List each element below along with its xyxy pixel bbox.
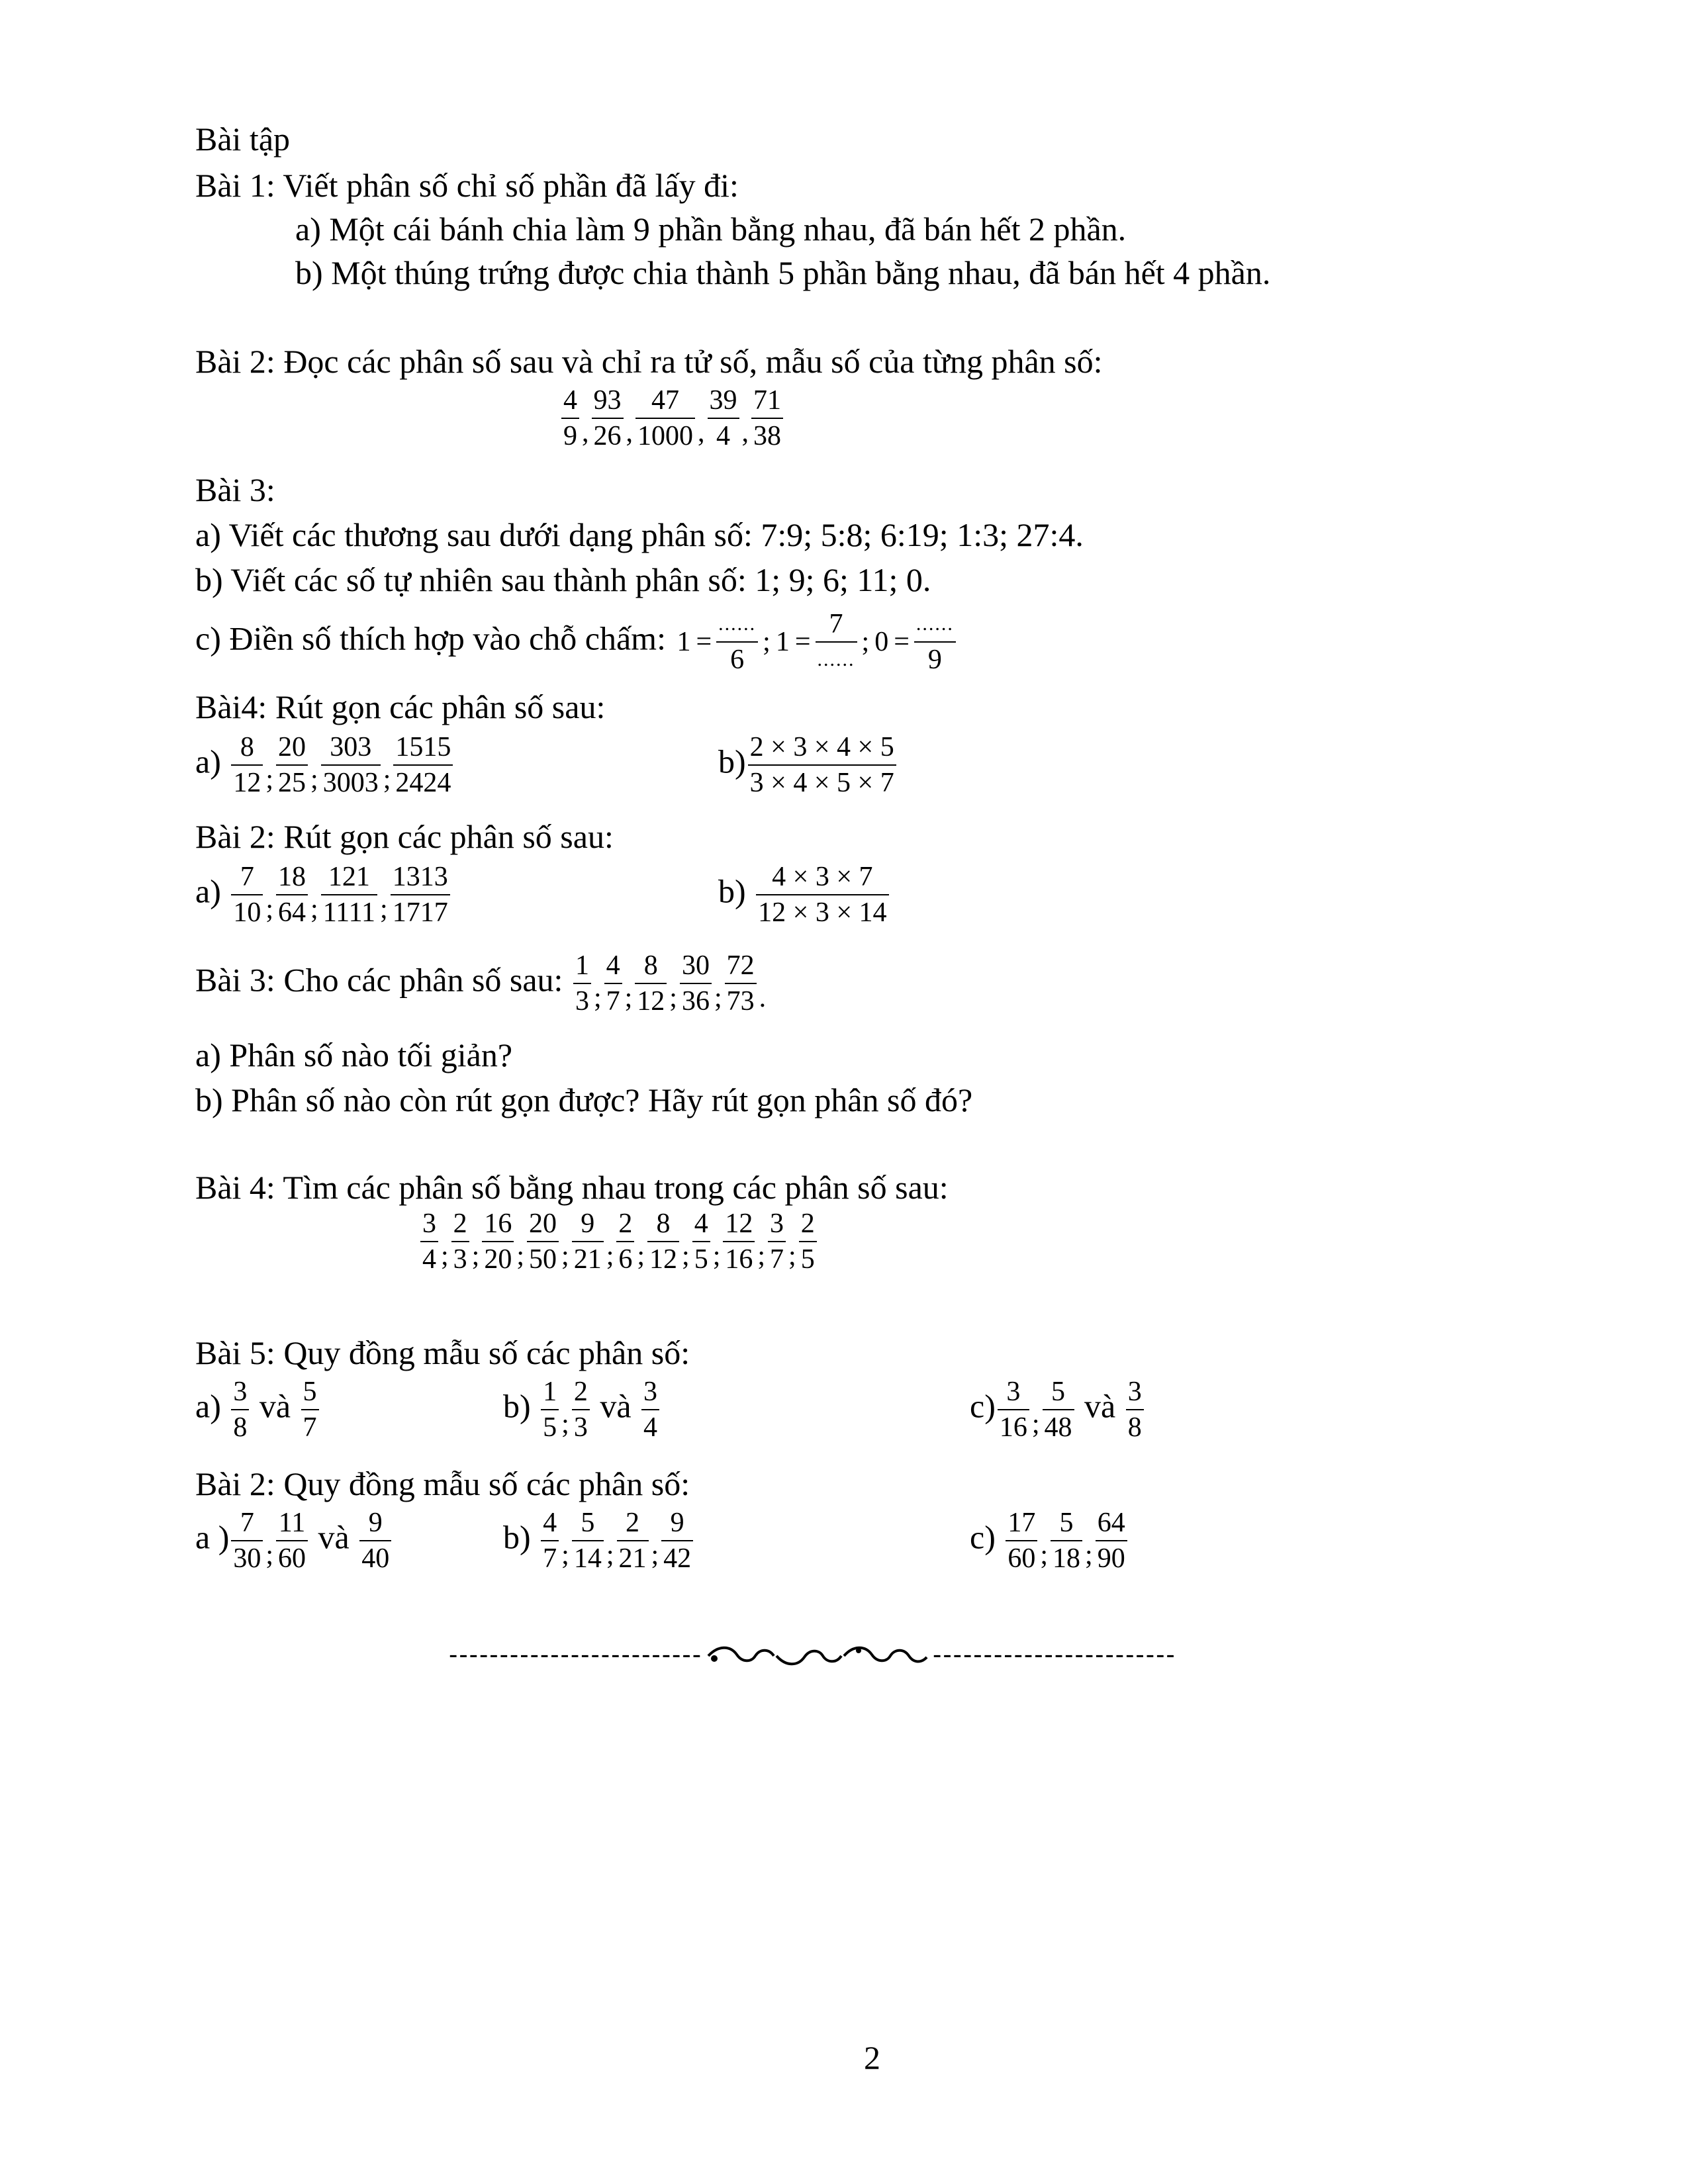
fraction: $\frac{1313}{1717}$ xyxy=(391,862,450,928)
bai5-heading: Bài 5: Quy đồng mẫu số các phân số: xyxy=(195,1334,690,1371)
fraction: $\frac{9}{42}$ xyxy=(661,1508,693,1574)
fraction: 7 ...... xyxy=(816,609,857,675)
fraction: $\frac{9}{40}$ xyxy=(359,1508,391,1574)
fraction: $\frac{3}{7}$ xyxy=(768,1208,786,1275)
bai2-heading: Bài 2: Đọc các phân số sau và chỉ ra tử số, mẫu số của từng phân số: xyxy=(195,343,1103,380)
fraction: $\frac{4 \times 3 \times 7}{12 \times 3 \times 14}$ xyxy=(756,862,888,928)
fraction: $\frac{7}{10}$ xyxy=(231,862,263,928)
bai5-c: c) $\frac{3}{16}$ ; $\frac{5}{48}$ và $\frac{3}{8}$ xyxy=(970,1377,1146,1443)
fraction: ...... 9 xyxy=(914,609,956,675)
fraction: $\frac{5}{7}$ xyxy=(301,1377,319,1443)
fraction: $\frac{17}{60}$ xyxy=(1006,1508,1037,1574)
fraction: $\frac{2}{5}$ xyxy=(799,1208,817,1275)
fraction: $\frac{7}{30}$ xyxy=(231,1508,263,1574)
bai1-heading: Bài 1: Viết phân số chỉ số phần đã lấy đi: xyxy=(195,167,739,204)
fraction: $\frac{2}{21}$ xyxy=(617,1508,649,1574)
bai1-a: a) Một cái bánh chia làm 9 phần bằng nhau, đã bán hết 2 phần. xyxy=(295,210,1127,248)
page-number: 2 xyxy=(864,2039,880,2076)
fraction: $\frac{1515}{2424}$ xyxy=(393,732,453,798)
fraction: $\frac{3}{4}$ xyxy=(420,1208,438,1275)
fraction: $\frac{12}{16}$ xyxy=(723,1208,755,1275)
bai3-heading: Bài 3: xyxy=(195,471,275,508)
fraction: $\frac{1}{3}$ xyxy=(573,950,591,1017)
fraction: $\frac{121}{1111}$ xyxy=(321,862,377,928)
fraction: ...... 6 xyxy=(716,609,758,675)
bai2c-a: a ) $\frac{7}{30}$ ; $\frac{11}{60}$ và $\frac{9}{40}$ xyxy=(195,1508,393,1574)
bai2b-heading: Bài 2: Rút gọn các phân số sau: xyxy=(195,818,614,855)
title: Bài tập xyxy=(195,120,291,158)
ornament-icon xyxy=(705,1643,930,1669)
bai2c-b: b) $\frac{4}{7}$ ; $\frac{5}{14}$ ; $\frac{2}{21}$ ; $\frac{9}{42}$ xyxy=(503,1508,695,1574)
fraction: $\frac{8}{12}$ xyxy=(647,1208,679,1275)
bai4a-a: a) $\frac{8}{12}$ ; $\frac{20}{25}$ ; $\frac{303}{3003}$ ; $\frac{1515}{2424}$ xyxy=(195,732,455,798)
fraction: $\frac{4}{7}$ xyxy=(604,950,622,1017)
bai2-fraction-list: $\frac{4}{9}$ , $\frac{93}{26}$ , $\frac{47}{1000}$ , $\frac{39}{4}$ , $\frac{71}{38}$ xyxy=(559,385,785,451)
fraction: $\frac{2}{6}$ xyxy=(616,1208,634,1275)
fraction: $\frac{8}{12}$ xyxy=(231,732,263,798)
fraction: $\frac{3}{4}$ xyxy=(641,1377,659,1443)
bai3-c: c) Điền số thích hợp vào chỗ chấm: 1 = ...... 6 ; 1 = 7 ...... ; 0 = ...... 9 xyxy=(195,609,958,675)
fraction: $\frac{2}{3}$ xyxy=(572,1377,590,1443)
section-divider: ------------------------- ------------------------ xyxy=(449,1640,1176,1669)
bai4b-fraction-list: $\frac{3}{4}$ ; $\frac{2}{3}$ ; $\frac{16}{20}$ ; $\frac{20}{50}$ ; $\frac{9}{21}$ ; $\frac{2}{6}$ ; $\frac{8}{12}$ ; $\frac{4}{5}$ ; $\frac{12}{16}$ ; $\frac{3}{7}$ ; $\frac{2}{5}$ xyxy=(418,1208,819,1275)
fraction: $\frac{72}{73}$ xyxy=(725,950,757,1017)
fraction: $\frac{1}{5}$ xyxy=(541,1377,559,1443)
bai2c-c: c) $\frac{17}{60}$ ; $\frac{5}{18}$ ; $\frac{64}{90}$ xyxy=(970,1508,1129,1574)
fraction: $\frac{5}{48}$ xyxy=(1043,1377,1074,1443)
bai5-b: b) $\frac{1}{5}$ ; $\frac{2}{3}$ và $\frac{3}{4}$ xyxy=(503,1377,661,1443)
fraction: $\frac{4}{9}$ xyxy=(561,385,579,451)
bai3-c-text: c) Điền số thích hợp vào chỗ chấm: xyxy=(195,619,666,657)
fraction: $\frac{71}{38}$ xyxy=(751,385,783,451)
fraction: $\frac{8}{12}$ xyxy=(635,950,667,1017)
fraction: $\frac{2}{3}$ xyxy=(451,1208,469,1275)
bai4a-heading: Bài4: Rút gọn các phân số sau: xyxy=(195,688,606,725)
bai2c-heading: Bài 2: Quy đồng mẫu số các phân số: xyxy=(195,1465,690,1502)
fraction: $\frac{39}{4}$ xyxy=(708,385,739,451)
fraction: $\frac{5}{14}$ xyxy=(572,1508,604,1574)
fraction: $\frac{11}{60}$ xyxy=(276,1508,308,1574)
bai3b-heading: Bài 3: Cho các phân số sau: $\frac{1}{3}$ ; $\frac{4}{7}$ ; $\frac{8}{12}$ ; $\frac{30}{36}$ ; $\frac{72}{73}$ . xyxy=(195,950,767,1017)
bai3-a: a) Viết các thương sau dưới dạng phân số: 7:9; 5:8; 6:19; 1:3; 27:4. xyxy=(195,516,1084,553)
fraction: $\frac{20}{50}$ xyxy=(527,1208,559,1275)
bai3b-b: b) Phân số nào còn rút gọn được? Hãy rút gọn phân số đó? xyxy=(195,1081,973,1118)
fraction: $\frac{3}{8}$ xyxy=(1126,1377,1144,1443)
fraction: $\frac{5}{18}$ xyxy=(1051,1508,1082,1574)
fraction: $\frac{20}{25}$ xyxy=(276,732,308,798)
fraction: $\frac{93}{26}$ xyxy=(592,385,624,451)
bai2b-a: a) $\frac{7}{10}$ ; $\frac{18}{64}$ ; $\frac{121}{1111}$ ; $\frac{1313}{1717}$ xyxy=(195,862,452,928)
bai3-b: b) Viết các số tự nhiên sau thành phân số: 1; 9; 6; 11; 0. xyxy=(195,561,931,598)
fraction: $\frac{64}{90}$ xyxy=(1096,1508,1127,1574)
fraction: $\frac{4}{7}$ xyxy=(541,1508,559,1574)
bai1-b: b) Một thúng trứng được chia thành 5 phần bằng nhau, đã bán hết 4 phần. xyxy=(295,254,1271,291)
fraction: $\frac{4}{5}$ xyxy=(692,1208,710,1275)
fraction: $\frac{3}{16}$ xyxy=(998,1377,1029,1443)
bai2b-b: b) $\frac{4 \times 3 \times 7}{12 \times 3 \times 14}$ xyxy=(718,862,891,928)
fraction: $\frac{2 \times 3 \times 4 \times 5}{3 \times 4 \times 5 \times 7}$ xyxy=(748,732,896,798)
bai3b-a: a) Phân số nào tối giản? xyxy=(195,1036,513,1073)
fraction: $\frac{3}{8}$ xyxy=(231,1377,249,1443)
bai4b-heading: Bài 4: Tìm các phân số bằng nhau trong các phân số sau: xyxy=(195,1169,949,1206)
fraction: $\frac{303}{3003}$ xyxy=(321,732,381,798)
bai5-a: a) $\frac{3}{8}$ và $\frac{5}{7}$ xyxy=(195,1377,321,1443)
bai4a-b: b) $\frac{2 \times 3 \times 4 \times 5}{3 \times 4 \times 5 \times 7}$ xyxy=(718,732,898,798)
fraction: $\frac{30}{36}$ xyxy=(680,950,712,1017)
fraction: $\frac{9}{21}$ xyxy=(572,1208,604,1275)
fraction: $\frac{47}{1000}$ xyxy=(635,385,695,451)
fraction: $\frac{16}{20}$ xyxy=(482,1208,514,1275)
fraction: $\frac{18}{64}$ xyxy=(276,862,308,928)
